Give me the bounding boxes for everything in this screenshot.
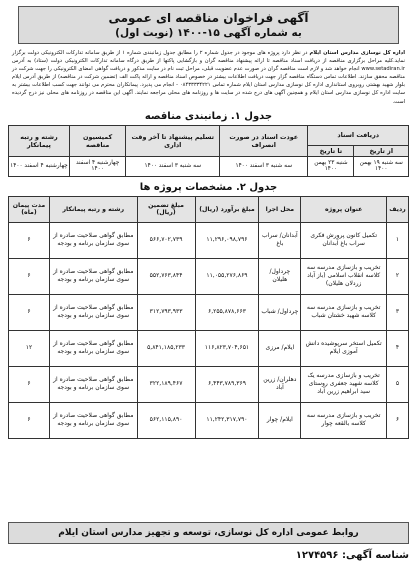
contractor-rank-cell: مطابق گواهی صلاحیت صادره از سوی سازمان برنامه و بودجه	[49, 294, 137, 330]
notice-header	[18, 6, 399, 44]
projects-column-header: مبلغ تضمین (ریال)	[137, 196, 195, 222]
project-title-cell: تخریب و بازسازی مدرسه سه کلاسه بالقعه چوار	[301, 402, 387, 438]
row-number-cell: ۶	[387, 402, 409, 438]
location-cell: چرداول/ شباب	[259, 294, 301, 330]
from-date-cell: سه شنبه ۱۹ بهمن ۱۴۰۰	[354, 156, 409, 176]
guarantee-cell: ۵۶۲,۱۱۵,۸۹۰	[137, 402, 195, 438]
schedule-table	[8, 125, 409, 177]
projects-header-row	[9, 196, 409, 222]
projects-table	[8, 196, 409, 439]
notice-subtitle: به شماره آگهی ۱۵-۱۴۰۰ (نوبت اول)	[115, 27, 302, 39]
project-title-cell: تخریب و بازسازی مدرسه یک کلاسه شهید جعفری روستای سید ابراهیم زرین آباد	[301, 366, 387, 402]
contractor-rank-cell: مطابق گواهی صلاحیت صادره از سوی سازمان برنامه و بودجه	[49, 366, 137, 402]
project-title-cell: تکمیل استخر سرپوشیده دانش آموزی ایلام	[301, 330, 387, 366]
estimate-cell: ۱۱,۲۹۶,۰۹۸,۷۹۶	[195, 222, 259, 258]
return-docs-cell: سه شنبه ۳ اسفند ۱۴۰۰	[220, 156, 308, 176]
guarantee-cell: ۵۶۶,۷۰۲,۷۳۹	[137, 222, 195, 258]
contractor-rank-cell: مطابق گواهی صلاحیت صادره از سوی سازمان برنامه و بودجه	[49, 258, 137, 294]
row-number-cell: ۳	[387, 294, 409, 330]
contractor-rank-cell: مطابق گواهی صلاحیت صادره از سوی سازمان برنامه و بودجه	[49, 330, 137, 366]
project-title-cell: تخریب و بازسازی مدرسه سه کلاسه شهید خشتان شباب	[301, 294, 387, 330]
commission-cell: چهارشنبه ۴ اسفند ۱۴۰۰	[69, 156, 126, 176]
projects-column-header: عنوان پروژه	[301, 196, 387, 222]
location-cell: دهلران/ زرین آباد	[259, 366, 301, 402]
duration-cell: ۱۲	[9, 330, 50, 366]
location-cell: آبدانان/ سراب باغ	[259, 222, 301, 258]
projects-column-header: مبلغ برآورد (ریال)	[195, 196, 259, 222]
table-row	[9, 402, 409, 438]
table1-title: جدول ۱. زمانبندی مناقصه	[144, 110, 273, 122]
location-cell: ایلام/ چوار	[259, 402, 301, 438]
guarantee-cell: ۳۲۲,۱۸۹,۴۶۷	[137, 366, 195, 402]
estimate-cell: ۱۱۶,۸۲۳,۷۰۴,۶۵۱	[195, 330, 259, 366]
projects-column-header: مدت پیمان (ماه)	[9, 196, 50, 222]
contractor-rank-cell: مطابق گواهی صلاحیت صادره از سوی سازمان برنامه و بودجه	[49, 222, 137, 258]
row-number-cell: ۲	[387, 258, 409, 294]
location-cell: ایلام/ مرزی	[259, 330, 301, 366]
contractor-rank-cell: مطابق گواهی صلاحیت صادره از سوی سازمان برنامه و بودجه	[49, 402, 137, 438]
footer-banner: روابط عمومی اداره کل نوسازی، توسعه و تجهیز مدارس استان ایلام	[8, 522, 409, 544]
duration-cell: ۶	[9, 402, 50, 438]
notice-id: شناسه آگهی: ۱۲۷۴۵۹۶	[295, 550, 409, 561]
commission-header: کمیسیون مناقصه	[69, 125, 126, 156]
projects-column-header: محل اجرا	[259, 196, 301, 222]
estimate-cell: ۱۱,۰۵۵,۲۷۶,۸۶۹	[195, 258, 259, 294]
guarantee-cell: ۳۱۲,۷۹۳,۹۳۳	[137, 294, 195, 330]
row-number-cell: ۵	[387, 366, 409, 402]
duration-cell: ۶	[9, 366, 50, 402]
row-number-cell: ۱	[387, 222, 409, 258]
from-date-header: از تاریخ	[354, 145, 409, 156]
table-row	[9, 222, 409, 258]
return-docs-header: عودت اسناد در صورت انصراف	[220, 125, 308, 156]
intro-paragraph	[12, 49, 405, 106]
intro-text: در نظر دارد پروژه های موجود در جدول شماره ۲ را مطابق جدول زمانبندی شماره ۱ از طریق سامانه تدارکات الکترونیکی دولت برگزار نماید.کلیه مراحل برگزاری مناقصه از دریافت اسناد مناقصه تا ارائه پیشنهاد مناقصه گران و بازگشایی پاکتها از طریق درگاه سامانه تدارکات الکترونیکی دولت (ستاد) به آدرس www.setadiran.ir انجام خواهد شد و لازم است مناقصه گران در صورت عدم عضویت قبلی، مراحل ثبت نام در سایت مذکور و دریافت گواهی امضای الکترونیکی را جهت شرکت در مناقصه محقق سازند. اطلاعات تماس دستگاه مناقصه گزار جهت دریافت اطلاعات بیشتر در خصوص اسناد مناقصه و ارائه پاکت الف (تضمین شرکت در مناقصه) از طریق آدرس ایلام بلوار شهید بهشتی روبروی استانداری اداره کل نوسازی مدارس استان ایلام شماره تماس ۰۸۴۳۳۳۳۴۲۲۱ - انجام می پذیرد. پیمانکاران محترم می توانند جهت کسب اطلاعات بیشتر به سایت اداره کل نوسازی مدارس استان ایلام و همچنین آگهی های درج شده در سایت ها و روزنامه های محلی مراجعه نمایند. آگهی این مناقصه در روزنامه های محلی نیز درج گردیده است.	[12, 50, 405, 105]
receive-docs-header: دریافت اسناد	[308, 125, 409, 145]
to-date-cell: شنبه ۲۳ بهمن ۱۴۰۰	[308, 156, 354, 176]
submit-deadline-cell: سه شنبه ۳ اسفند ۱۴۰۰	[126, 156, 220, 176]
project-title-cell: تکمیل کانون پرورش فکری سراب باغ آبدانان	[301, 222, 387, 258]
intro-organization: اداره کل نوسازی مدارس استان ایلام	[309, 50, 405, 56]
project-title-cell: تخریب و بازسازی مدرسه سه کلاسه انقلاب اسلامی (باز آباد زردلان هلیلان)	[301, 258, 387, 294]
schedule-row	[9, 156, 409, 176]
row-number-cell: ۴	[387, 330, 409, 366]
estimate-cell: ۶,۴۴۳,۷۸۹,۳۶۹	[195, 366, 259, 402]
guarantee-cell: ۵,۸۴۱,۱۸۵,۲۳۳	[137, 330, 195, 366]
duration-cell: ۶	[9, 294, 50, 330]
projects-column-header: ردیف	[387, 196, 409, 222]
duration-cell: ۶	[9, 222, 50, 258]
notice-title: آگهی فراخوان مناقصه ای عمومی	[108, 11, 309, 25]
submit-deadline-header: تسلیم پیشنهاد تا آخر وقت اداری	[126, 125, 220, 156]
to-date-header: تا تاریخ	[308, 145, 354, 156]
projects-column-header: رشته و رتبه پیمانکار	[49, 196, 137, 222]
rank-field-header: رشته و رتبه پیمانکار	[9, 125, 70, 156]
location-cell: چرداول/ هلیلان	[259, 258, 301, 294]
table2-title: جدول ۲. مشخصات پروژه ها	[139, 181, 278, 193]
estimate-cell: ۶,۲۵۵,۸۷۸,۶۶۳	[195, 294, 259, 330]
guarantee-cell: ۵۵۲,۷۶۳,۸۴۴	[137, 258, 195, 294]
table-row	[9, 294, 409, 330]
table-row	[9, 330, 409, 366]
duration-cell: ۶	[9, 258, 50, 294]
table-row	[9, 366, 409, 402]
rank-field-cell: چهارشنبه ۴ اسفند ۱۴۰۰	[9, 156, 70, 176]
estimate-cell: ۱۱,۲۴۲,۳۱۷,۷۹۰	[195, 402, 259, 438]
table-row	[9, 258, 409, 294]
